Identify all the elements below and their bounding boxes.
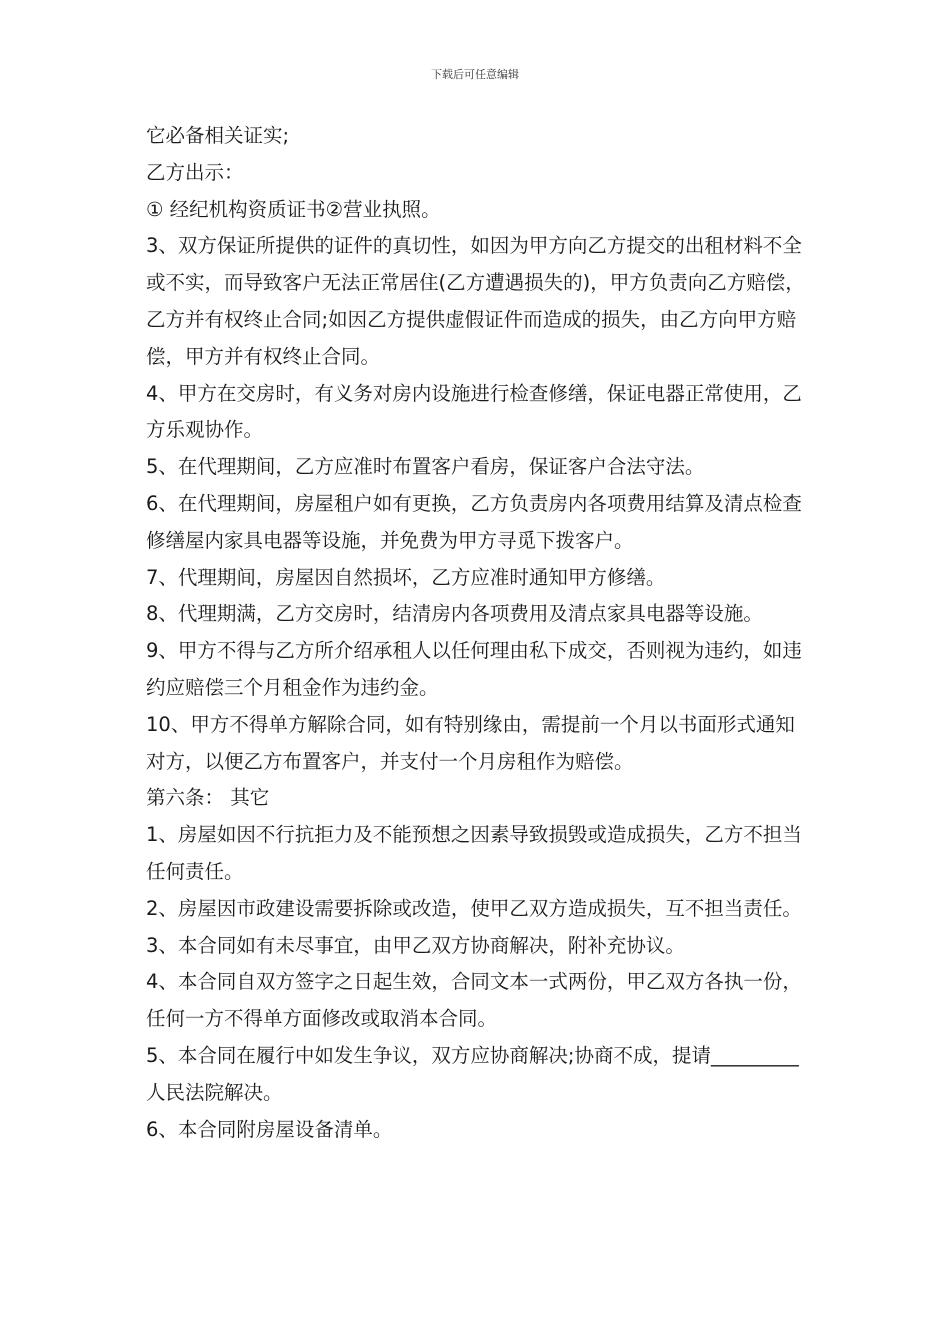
paragraph: 1、房屋如因不行抗拒力及不能预想之因素导致损毁或造成损失，乙方不担当任何责任。 [146, 823, 802, 883]
paragraph: 它必备相关证实; [146, 124, 290, 147]
paragraph: 5、在代理期间，乙方应准时布置客户看房，保证客户合法守法。 [146, 455, 705, 479]
paragraph: 9、甲方不得与乙方所介绍承租人以任何理由私下成交，否则视为违约，如违约应赔偿三个月租金作为违约金。 [146, 639, 802, 699]
paragraph: 2、房屋因市政建设需要拆除或改造，使甲乙双方造成损失，互不担当责任。 [146, 896, 802, 920]
paragraph: 3、本合同如有未尽事宜，由甲乙双方协商解决，附补充协议。 [146, 933, 685, 957]
paragraph: 7、代理期间，房屋因自然损坏，乙方应准时通知甲方修缮。 [146, 565, 666, 589]
paragraph: 6、本合同附房屋设备清单。 [146, 1117, 393, 1141]
paragraph: 6、在代理期间，房屋租户如有更换，乙方负责房内各项费用结算及清点检查修缮屋内家具电器等设施，并免费为甲方寻觅下拨客户。 [146, 491, 802, 552]
paragraph: 8、代理期满，乙方交房时，结清房内各项费用及清点家具电器等设施。 [146, 602, 763, 626]
paragraph: 10、甲方不得单方解除合同，如有特别缘由，需提前一个月以书面形式通知对方，以便乙方布置客户，并支付一个月房租作为赔偿。 [146, 712, 795, 773]
paragraph: 乙方出示： [146, 160, 244, 184]
paragraph: ① 经纪机构资质证书②营业执照。 [146, 197, 441, 221]
section-heading: 第六条： 其它 [146, 786, 270, 810]
paragraph: 4、本合同自双方签字之日起生效，合同文本一式两份，甲乙双方各执一份，任何一方不得单方面修改或取消本合同。 [146, 970, 802, 1031]
paragraph: 5、本合同在履行中如发生争议，双方应协商解决;协商不成，提请_________人民法院解决。 [146, 1043, 799, 1104]
paragraph: 4、甲方在交房时，有义务对房内设施进行检查修缮，保证电器正常使用，乙方乐观协作。 [146, 381, 802, 442]
paragraph: 3、双方保证所提供的证件的真切性，如因为甲方向乙方提交的出租材料不全或不实，而导致客户无法正常居住(乙方遭遇损失的)，甲方负责向乙方赔偿，乙方并有权终止合同;如因乙方提供虚假证件而造成的损失，由乙方向甲方赔偿，甲方并有权终止合同。 [146, 234, 805, 368]
document-body [146, 118, 814, 1148]
page-header: 下载后可任意编辑 [431, 68, 519, 81]
